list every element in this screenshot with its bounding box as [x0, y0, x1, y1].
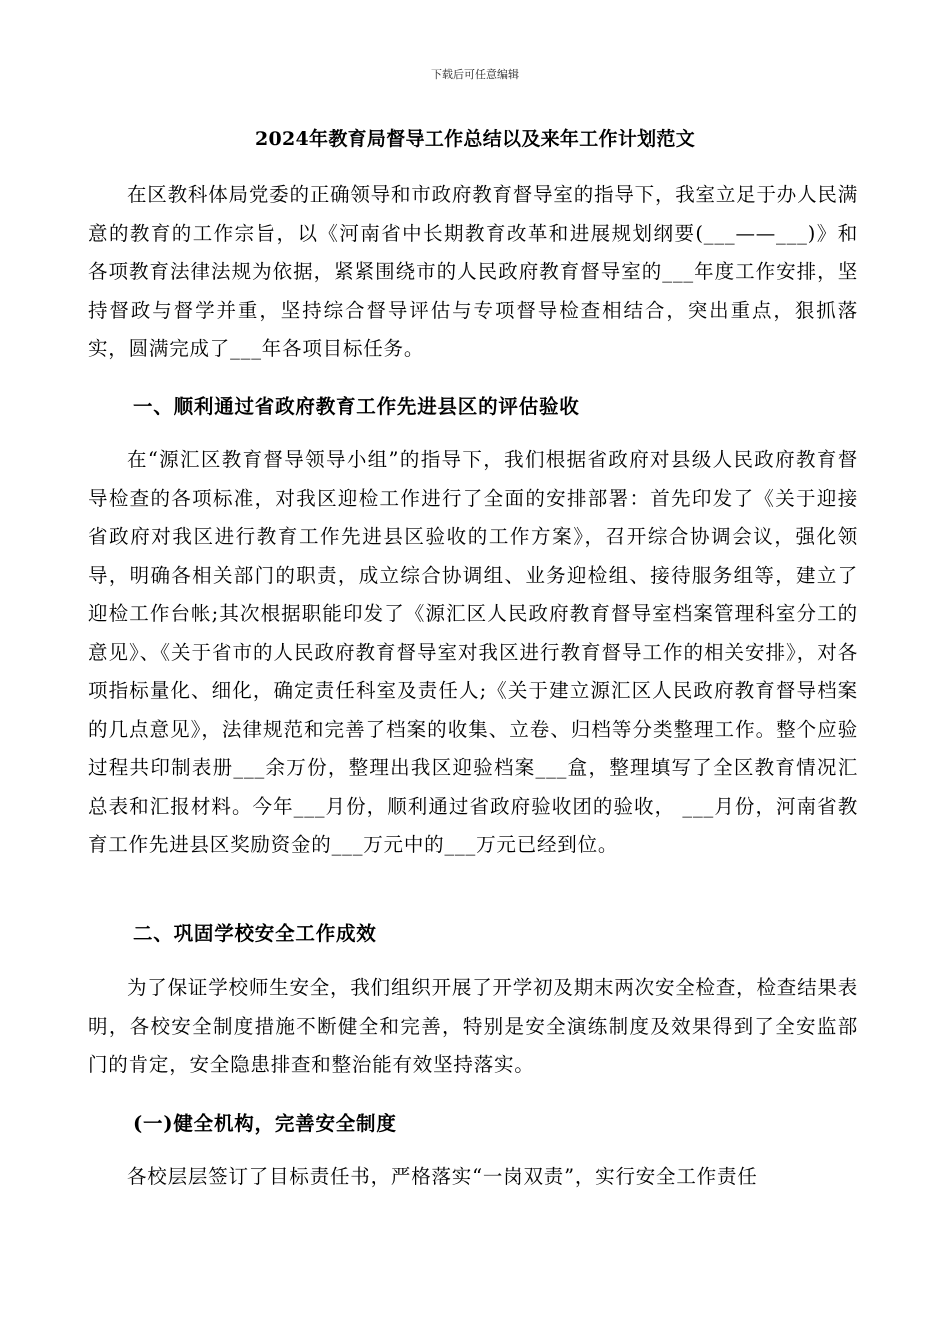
section-heading-2: 二、巩固学校安全工作成效 [133, 922, 377, 945]
paragraph-intro: 在区教科体局党委的正确领导和市政府教育督导室的指导下，我室立足于办人民满意的教育的工作宗旨，以《河南省中长期教育改革和进展规划纲要(___——___)》和各项教育法律法规为依据，紧紧围绕市的人民政府教育督导室的___年度工作安排，坚持督政与督学并重，坚持综合督导评估与专项督导检查相结合，突出重点，狠抓落实，圆满完成了___年各项目标任务。 [88, 183, 858, 360]
header-note: 下载后可任意编辑 [431, 68, 519, 81]
subsection-heading-1: (一)健全机构，完善安全制度 [133, 1112, 397, 1135]
section-heading-1: 一、顺利通过省政府教育工作先进县区的评估验收 [133, 395, 580, 418]
paragraph-safety: 为了保证学校师生安全，我们组织开展了开学初及期末两次安全检查，检查结果表明，各校安全制度措施不断健全和完善，特别是安全演练制度及效果得到了全安监部门的肯定，安全隐患排查和整治能有效坚持落实。 [88, 976, 858, 1076]
paragraph-evaluation: 在“源汇区教育督导领导小组”的指导下，我们根据省政府对县级人民政府教育督导检查的各项标准，对我区迎检工作进行了全面的安排部署：首先印发了《关于迎接省政府对我区进行教育工作先进县区验收的工作方案》，召开综合协调会议，强化领导，明确各相关部门的职责，成立综合协调组、业务迎检组、接待服务组等，建立了迎检工作台帐;其次根据职能印发了《源汇区人民政府教育督导室档案管理科室分工的意见》、《关于省市的人民政府教育督导室对我区进行教育督导工作的相关安排》，对各项指标量化、细化，确定责任科室及责任人;《关于建立源汇区人民政府教育督导档案的几点意见》，法律规范和完善了档案的收集、立卷、归档等分类整理工作。整个应验过程共印制表册___余万份，整理出我区迎验档案___盒，整理填写了全区教育情况汇总表和汇报材料。今年___月份，顺利通过省政府验收团的验收， ___月份，河南省教育工作先进县区奖励资金的___万元中的___万元已经到位。 [88, 448, 859, 856]
document-title: 2024年教育局督导工作总结以及来年工作计划范文 [254, 128, 696, 150]
paragraph-responsibility: 各校层层签订了目标责任书，严格落实“一岗双责”，实行安全工作责任 [127, 1165, 758, 1188]
